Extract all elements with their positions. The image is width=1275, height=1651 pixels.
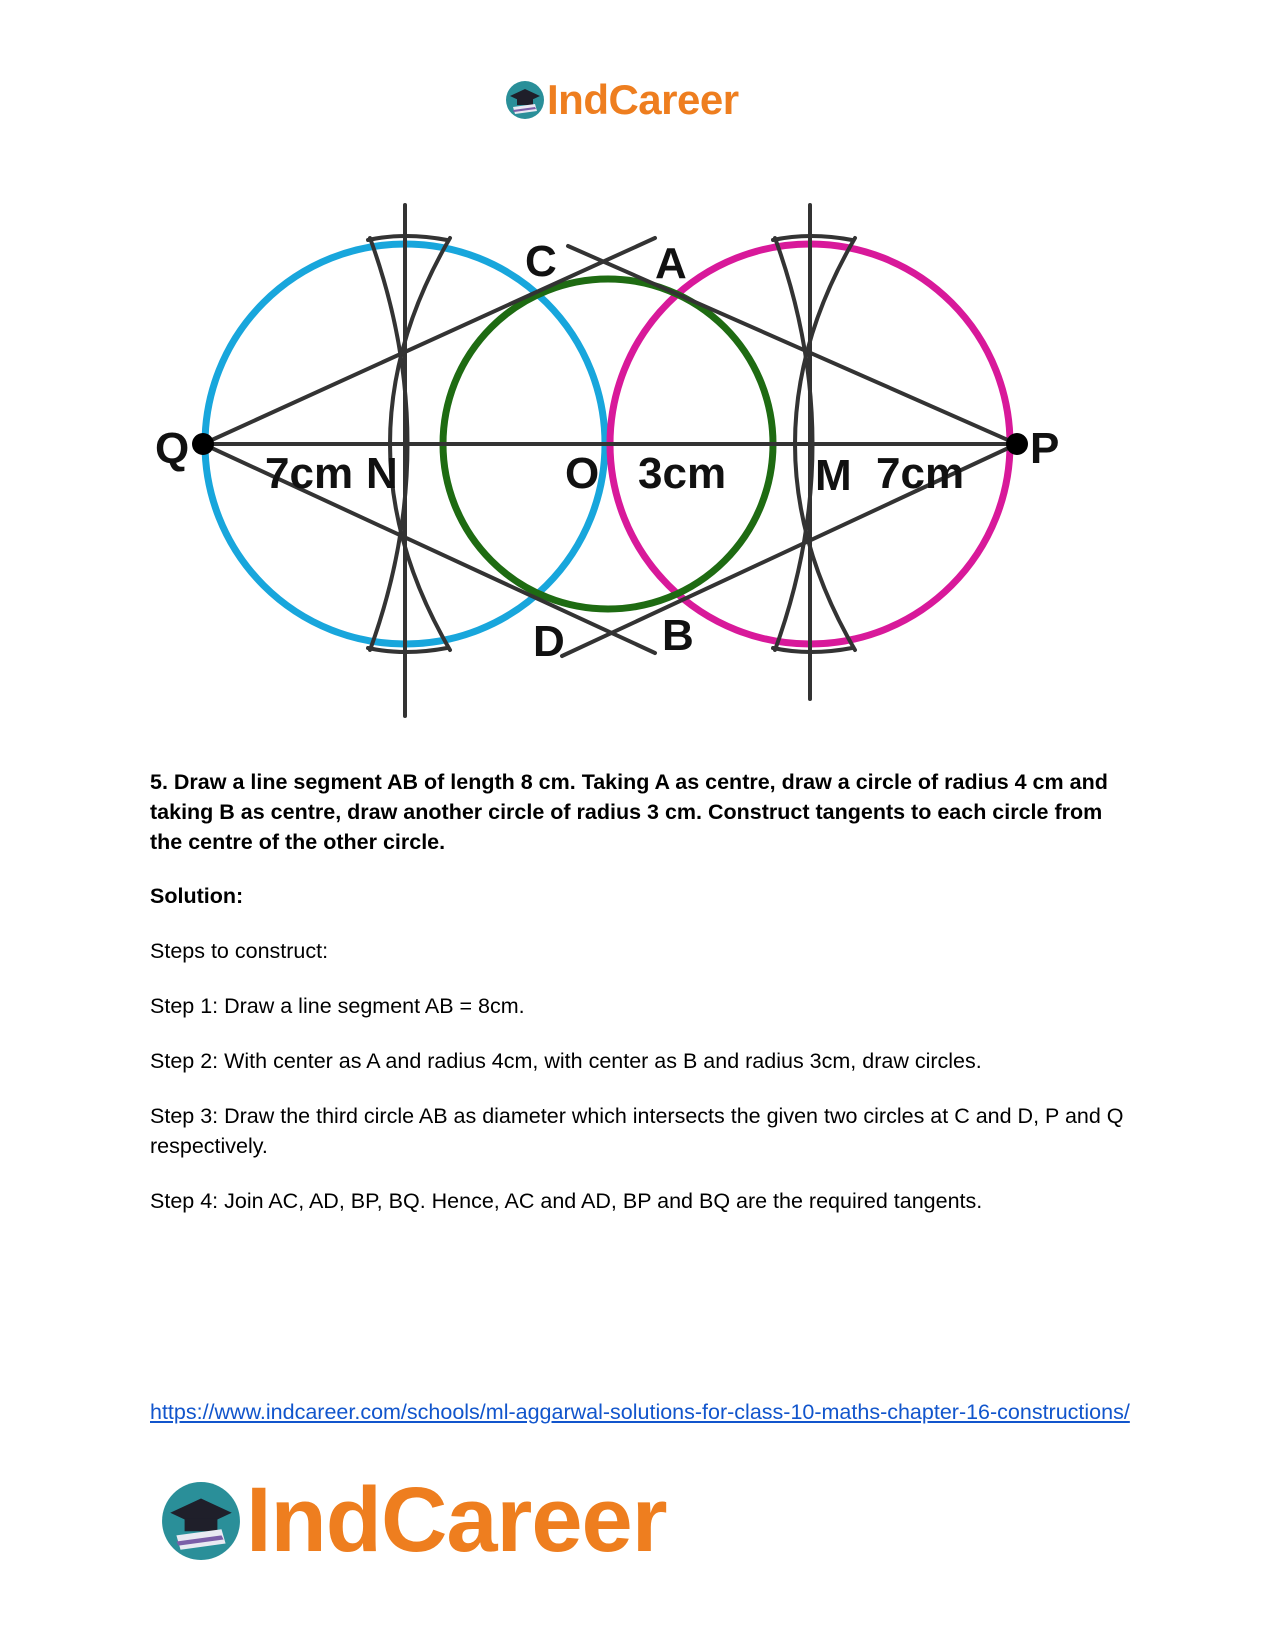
solution-label: Solution: [150,884,244,908]
label-c: C [525,237,557,286]
step-3: Step 3: Draw the third circle AB as diameter which intersects the given two circles at C and D, P and Q respectively. [150,1104,1124,1158]
step-1: Step 1: Draw a line segment AB = 8cm. [150,994,525,1018]
label-n: N [366,449,398,498]
question-text: 5. Draw a line segment AB of length 8 cm. Taking A as centre, draw a circle of radius 4 cm and taking B as centre, draw another circle of radius 3 cm. Construct tangents to each circle from the centre of the other circle. [150,770,1108,854]
arc-left-top-cross [368,236,447,240]
label-len-mid: 3cm [638,449,727,498]
label-o: O [565,449,600,498]
tangent-qc [203,238,655,444]
footer-logo [160,1468,667,1573]
label-a: A [655,239,687,288]
point-q [192,433,214,455]
step-2: Step 2: With center as A and radius 4cm, with center as B and radius 3cm, draw circles. [150,1049,982,1073]
label-m: M [815,451,852,500]
construction-figure [0,0,1275,740]
label-p: P [1030,424,1060,473]
label-len-left: 7cm [265,449,354,498]
arc-right-top-cross [773,236,852,240]
graduation-cap-icon [160,1480,242,1562]
step-4: Step 4: Join AC, AD, BP, BQ. Hence, AC and AD, BP and BQ are the required tangents. [150,1189,983,1213]
point-p [1006,433,1028,455]
logo-wordmark: IndCareer [246,1469,667,1571]
arc-right-bottom-cross [773,648,852,652]
steps-intro: Steps to construct: [150,939,329,963]
label-b: B [662,611,694,660]
label-d: D [533,617,565,666]
arc-left-bottom-cross [368,648,447,652]
label-len-right: 7cm [876,449,965,498]
logo-wordmark: IndCareer [547,76,739,123]
source-link[interactable]: https://www.indcareer.com/schools/ml-aggarwal-solutions-for-class-10-maths-chapter-16-constructions/ [150,1400,1130,1424]
label-q: Q [155,424,190,473]
